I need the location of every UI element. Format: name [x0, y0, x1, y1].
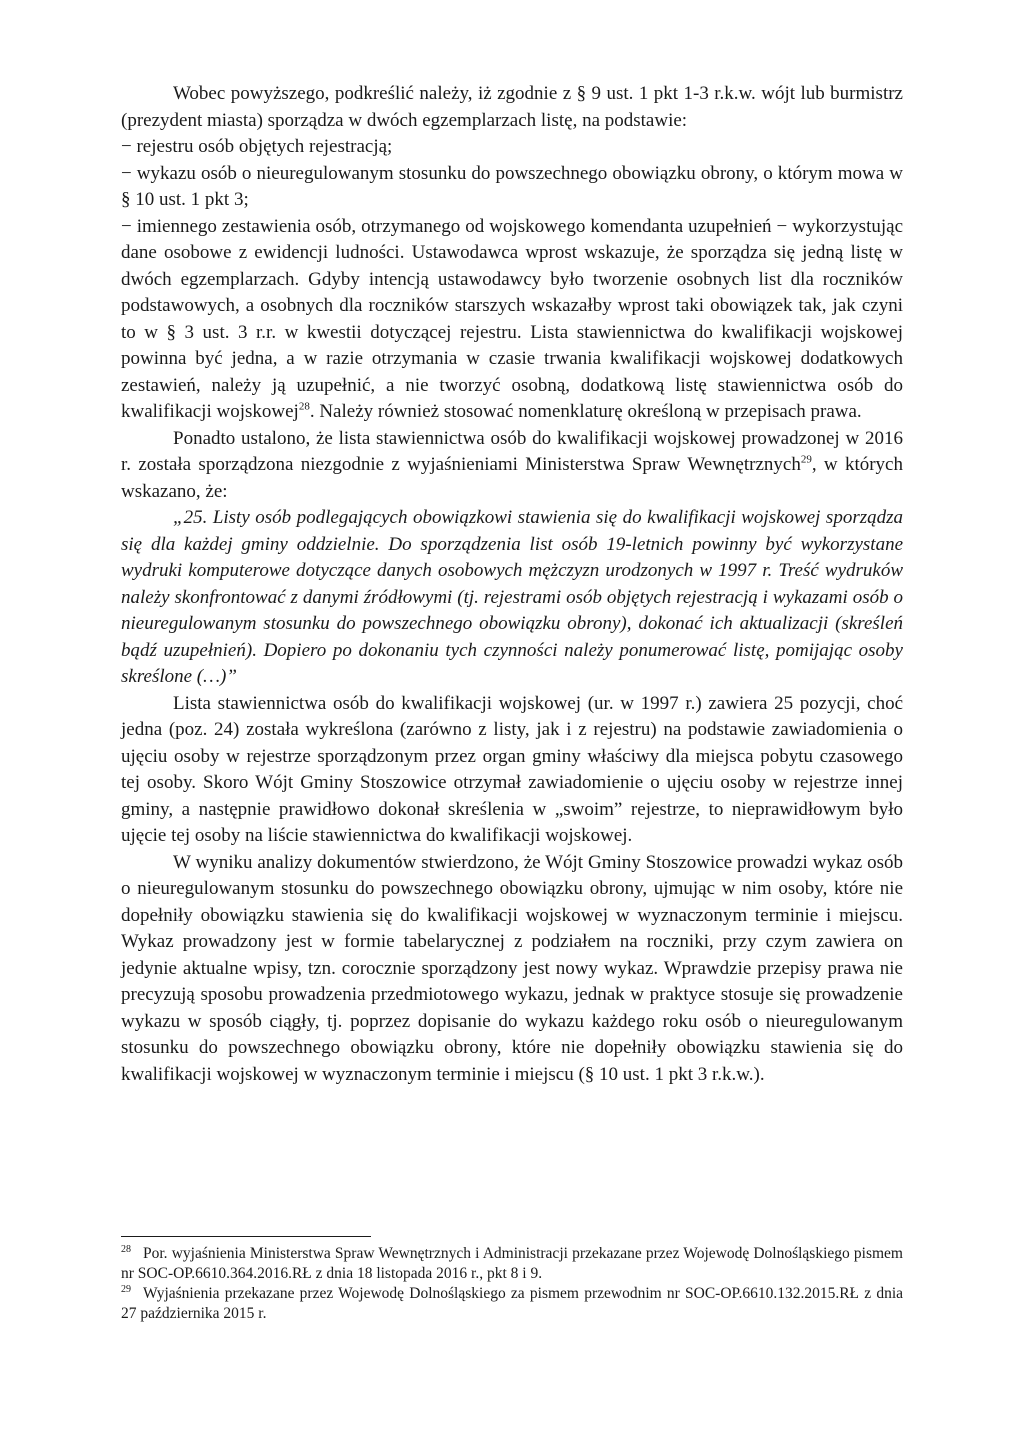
list-item-tail: . Należy również stosować nomenklaturę określoną w przepisach prawa.: [309, 401, 862, 422]
footnote-28: [121, 1244, 903, 1284]
footnote-ref-29[interactable]: 29: [800, 453, 812, 466]
paragraph-findings: [121, 426, 903, 506]
footnote-number: 29: [121, 1283, 131, 1295]
document-page: [121, 81, 903, 1088]
footnote-text: Wyjaśnienia przekazane przez Wojewodę Dolnośląskiego za pismem przewodnim nr SOC-OP.6610.132.2015.RŁ z dnia 27 października 2015 r.: [121, 1285, 903, 1322]
list-item-unregulated-list: − wykazu osób o nieuregulowanym stosunku do powszechnego obowiązku obrony, o którym mowa w § 10 ust. 1 pkt 3;: [121, 162, 903, 210]
paragraph-analysis: W wyniku analizy dokumentów stwierdzono, że Wójt Gminy Stoszowice prowadzi wykaz osób o nieuregulowanym stosunku do powszechnego obowiązku obrony, ujmując w nim osoby, które nie dopełniły obowiązku stawienia się do kwalifikacji wojskowej w wyznaczonym terminie i miejscu. Wykaz prowadzony jest w formie tabelarycznej z podziałem na roczniki, przy czym zawiera on jedynie aktualne wpisy, tzn. corocznie sporządzony jest nowy wykaz. Wprawdzie przepisy prawa nie precyzują sposobu prowadzenia przedmiotowego wykazu, jednak w praktyce stosuje się prowadzenie wykazu w sposób ciągły, tj. poprzez dopisanie do wykazu każdego roku osób o nieuregulowanym stosunku do powszechnego obowiązku obrony, które nie dopełniły obowiązku stawienia się do kwalifikacji wojskowej w wyznaczonym terminie i miejscu (§ 10 ust. 1 pkt 3 r.k.w.).: [121, 851, 903, 1085]
paragraph-findings-text: Ponadto ustalono, że lista stawiennictwa osób do kwalifikacji wojskowej prowadzonej w 2016 r. została sporządzona niezgodnie z wyjaśnieniami Ministerstwa Spraw Wewnętrznych: [121, 427, 903, 475]
list-item-registry: − rejestru osób objętych rejestracją;: [121, 136, 393, 157]
footnote-29: [121, 1284, 903, 1324]
paragraph-attendance-list: Lista stawiennictwa osób do kwalifikacji wojskowej (ur. w 1997 r.) zawiera 25 pozycji, choć jedna (poz. 24) została wykreślona (zarówno z listy, jak i z rejestru) na podstawie zawiadomienia o ujęciu osoby w rejestrze sporządzonym przez organ gminy właściwy dla miejsca pobytu czasowego tej osoby. Skoro Wójt Gminy Stoszowice otrzymał zawiadomienie o ujęciu osoby w rejestrze innej gminy, a następnie prawidłowo dokonał skreślenia w „swoim” rejestrze, to nieprawidłowym było ujęcie tej osoby na liście stawiennictwa do kwalifikacji wojskowej.: [121, 692, 903, 846]
footnote-separator: [121, 1236, 371, 1237]
footnote-number: 28: [121, 1243, 131, 1255]
paragraph-findings-tail: , w których wskazano, że:: [121, 454, 903, 502]
paragraph-intro: Wobec powyższego, podkreślić należy, iż zgodnie z § 9 ust. 1 pkt 1-3 r.k.w. wójt lub burmistrz (prezydent miasta) sporządza w dwóch egzemplarzach listę, na podstawie:: [121, 83, 903, 131]
quoted-instruction: „25. Listy osób podlegających obowiązkowi stawienia się do kwalifikacji wojskowej sporządza się dla każdej gminy oddzielnie. Do sporządzenia list osób 19-letnich powinny być wykorzystane wydruki komputerowe dotyczące danych osobowych mężczyzn urodzonych w 1997 r. Treść wydruków należy skonfrontować z danymi źródłowymi (tj. rejestrami osób objętych rejestracją i wykazami osób o nieuregulowanym stosunku do powszechnego obowiązku obrony), dokonać ich aktualizacji (skreśleń bądź uzupełnień). Dopiero po dokonaniu tych czynności należy ponumerować listę, pomijając osoby skreślone (…)”: [121, 507, 903, 687]
footnotes: [121, 1244, 903, 1324]
footnote-text: Por. wyjaśnienia Ministerstwa Spraw Wewnętrznych i Administracji przekazane przez Wojewodę Dolnośląskiego pismem nr SOC-OP.6610.364.2016.RŁ z dnia 18 listopada 2016 r., pkt 8 i 9.: [121, 1245, 903, 1282]
list-item-text: − imiennego zestawienia osób, otrzymanego od wojskowego komendanta uzupełnień − wykorzystując dane osobowe z ewidencji ludności. Ustawodawca wprost wskazuje, że sporządza się jedną listę w dwóch egzemplarzach. Gdyby intencją ustawodawcy było tworzenie osobnych list dla roczników podstawowych, a osobnych dla roczników starszych wskazałby wprost taki obowiązek tak, jak czyni to w § 3 ust. 3 r.r. w kwestii dotyczącej rejestru. Lista stawiennictwa do kwalifikacji wojskowej powinna być jedna, a w razie otrzymania w czasie trwania kwalifikacji wojskowej dodatkowych zestawień, należy ją uzupełnić, a nie tworzyć osobną, dodatkową listę stawiennictwa osób do kwalifikacji wojskowej: [121, 215, 903, 422]
footnote-ref-28[interactable]: 28: [298, 400, 310, 413]
list-item-named-statement: [121, 214, 903, 426]
